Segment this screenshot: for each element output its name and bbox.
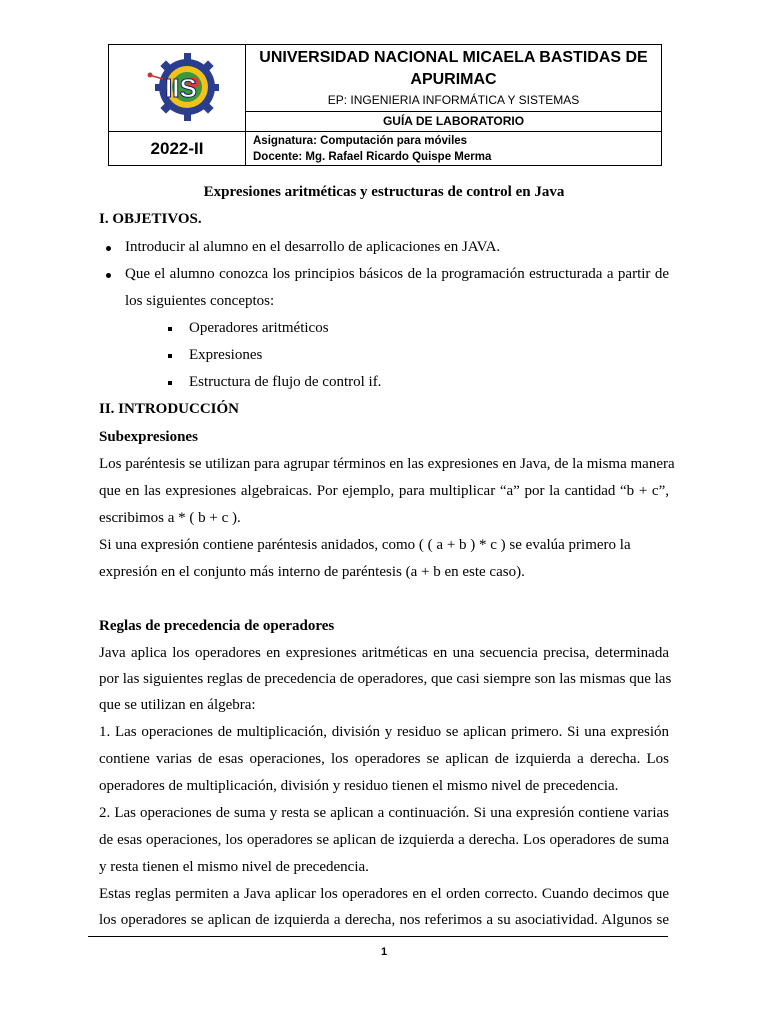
paragraph-line: 2. Las operaciones de suma y resta se aplican a continuación. Si una expresión contiene varias	[99, 805, 669, 821]
course-info	[253, 133, 491, 165]
section-heading-introduccion: II. INTRODUCCIÓN	[99, 401, 240, 417]
subheading-subexpresiones: Subexpresiones	[99, 429, 198, 445]
footer-divider	[88, 936, 668, 937]
paragraph-line: Si una expresión contiene paréntesis anidados, como ( ( a + b ) * c ) se evalúa primero la	[99, 537, 631, 553]
square-bullet-icon	[168, 381, 172, 385]
header-table	[108, 44, 662, 166]
paragraph-line: expresión en el conjunto más interno de paréntesis (a + b en este caso).	[99, 564, 525, 580]
school-name: EP: INGENIERIA INFORMÁTICA Y SISTEMAS	[327, 93, 580, 107]
svg-text:IIS: IIS	[165, 73, 197, 103]
sub-list-item: Expresiones	[189, 347, 263, 363]
paragraph-line: por las siguientes reglas de precedencia de operadores, que casi siempre son las mismas que las	[99, 671, 672, 687]
square-bullet-icon	[168, 354, 172, 358]
document-title: Expresiones aritméticas y estructuras de control en Java	[203, 184, 565, 200]
subject-line: Asignatura: Computación para móviles	[253, 135, 468, 147]
sub-list-item: Operadores aritméticos	[189, 320, 329, 336]
teacher-line: Docente: Mg. Rafael Ricardo Quispe Merma	[253, 151, 492, 163]
paragraph-line: que en las expresiones algebraicas. Por ejemplo, para multiplicar “a” por la cantidad “b + c”,	[99, 483, 669, 499]
subheading-precedencia: Reglas de precedencia de operadores	[99, 618, 335, 634]
paragraph-line: Java aplica los operadores en expresiones aritméticas en una secuencia precisa, determinada	[99, 645, 669, 661]
square-bullet-icon	[168, 327, 172, 331]
paragraph-line: Estas reglas permiten a Java aplicar los operadores en el orden correcto. Cuando decimos que	[99, 886, 669, 902]
paragraph-line: Los paréntesis se utilizan para agrupar términos en las expresiones en Java, de la misma manera	[99, 456, 675, 472]
section-heading-objetivos: I. OBJETIVOS.	[99, 211, 202, 227]
list-item: Que el alumno conozca los principios básicos de la programación estructurada a partir de	[125, 266, 669, 282]
guide-label: GUÍA DE LABORATORIO	[382, 114, 525, 128]
list-item-continuation: los siguientes conceptos:	[125, 293, 275, 309]
paragraph-line: 1. Las operaciones de multiplicación, división y residuo se aplican primero. Si una expresión	[99, 724, 669, 740]
gear-logo-icon	[145, 49, 225, 125]
semester-label: 2022-II	[150, 139, 204, 158]
bullet-icon	[106, 273, 111, 278]
sub-list-item: Estructura de flujo de control if.	[189, 374, 382, 390]
paragraph-line: operadores de multiplicación, división y residuo tienen el mismo nivel de precedencia.	[99, 778, 619, 794]
page-number: 1	[380, 946, 388, 958]
paragraph-line: contiene varias de esas operaciones, los operadores se aplican de izquierda a derecha. Los	[99, 751, 669, 767]
paragraph-line: de esas operaciones, los operadores se aplican de izquierda a derecha. Los operadores de suma	[99, 832, 669, 848]
bullet-icon	[106, 246, 111, 251]
paragraph-line: y resta tienen el mismo nivel de precedencia.	[99, 859, 369, 875]
paragraph-line: escribimos a * ( b + c ).	[99, 510, 241, 526]
list-item: Introducir al alumno en el desarrollo de aplicaciones en JAVA.	[125, 239, 501, 255]
university-name: UNIVERSIDAD NACIONAL MICAELA BASTIDAS DE APURIMAC	[259, 49, 648, 88]
paragraph-line: que se utilizan en álgebra:	[99, 697, 256, 713]
paragraph-line: los operadores se aplican de izquierda a derecha, nos referimos a su asociatividad. Algunos se	[99, 912, 669, 928]
